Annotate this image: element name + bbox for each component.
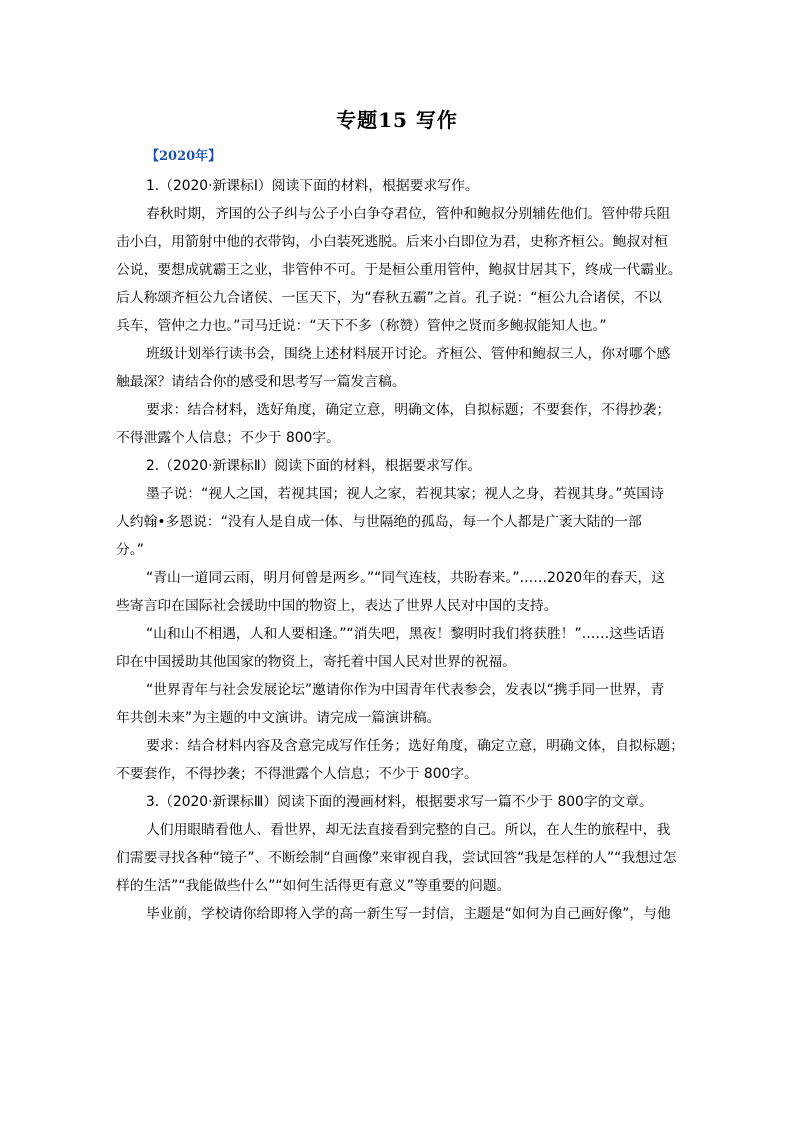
text-line: 分。” xyxy=(116,542,144,558)
text-line: 年共创未来”为主题的中文演讲。请完成一篇演讲稿。 xyxy=(116,710,441,726)
paragraph xyxy=(116,340,684,396)
paragraph xyxy=(116,396,684,452)
page-title: 专题15 写作 xyxy=(336,108,458,132)
year-section-tag: 【2020年】 xyxy=(146,149,222,164)
text-line: “青山一道同云雨，明月何曾是两乡。”“同气连枝，共盼春来。”……2020年的春天，这 xyxy=(146,570,665,586)
paragraph xyxy=(116,788,684,816)
text-line: 击小白，用箭射中他的衣带钩，小白装死逃脱。后来小白即位为君，史称齐桓公。鲍叔对桓 xyxy=(116,234,668,250)
text-line: 人约翰•多恩说：“没有人是自成一体、与世隔绝的孤岛，每一个人都是广袤大陆的一部 xyxy=(116,514,642,530)
text-line: 不要套作，不得抄袭；不得泄露个人信息；不少于 800字。 xyxy=(116,766,478,782)
text-line: 春秋时期，齐国的公子纠与公子小白争夺君位，管仲和鲍叔分别辅佐他们。管仲带兵阻 xyxy=(146,206,671,222)
paragraph xyxy=(116,452,684,480)
document-body xyxy=(116,172,684,928)
text-line: 不得泄露个人信息；不少于 800字。 xyxy=(116,430,340,446)
text-line: 们需要寻找各种“镜子”、不断绘制“自画像”来审视自我，尝试回答“我是怎样的人”“我想过怎 xyxy=(116,850,677,866)
text-line: 1.（2020·新课标Ⅰ）阅读下面的材料，根据要求写作。 xyxy=(146,178,479,194)
text-line: 兵车，管仲之力也。”司马迁说：“天下不多（称赞）管仲之贤而多鲍叔能知人也。” xyxy=(116,318,607,334)
text-line: “山和山不相遇，人和人要相逢。”“消失吧，黑夜！黎明时我们将获胜！”……这些话语 xyxy=(146,626,665,642)
paragraph xyxy=(116,564,684,620)
text-line: 要求：结合材料，选好角度，确定立意，明确文体，自拟标题；不要套作，不得抄袭； xyxy=(146,402,671,418)
text-line: 触最深？请结合你的感受和思考写一篇发言稿。 xyxy=(116,374,406,390)
text-line: 3.（2020·新课标Ⅲ）阅读下面的漫画材料，根据要求写一篇不少于 800字的文章。 xyxy=(146,794,653,810)
text-line: 样的生活”“我能做些什么”“如何生活得更有意义”等重要的问题。 xyxy=(116,878,511,894)
text-line: 墨子说：“视人之国，若视其国；视人之家，若视其家；视人之身，若视其身。”英国诗 xyxy=(146,486,664,502)
text-line: 2.（2020·新课标Ⅱ）阅读下面的材料，根据要求写作。 xyxy=(146,458,482,474)
text-line: 些寄言印在国际社会援助中国的物资上，表达了世界人民对中国的支持。 xyxy=(116,598,558,614)
text-line: 要求：结合材料内容及含意完成写作任务；选好角度，确定立意，明确文体，自拟标题； xyxy=(146,738,685,754)
paragraph xyxy=(116,200,684,340)
text-line: “世界青年与社会发展论坛”邀请你作为中国青年代表参会，发表以“携手同一世界，青 xyxy=(146,682,665,698)
paragraph xyxy=(116,900,684,928)
paragraph xyxy=(116,732,684,788)
text-line: 班级计划举行读书会，围绕上述材料展开讨论。齐桓公、管仲和鲍叔三人，你对哪个感 xyxy=(146,346,671,362)
text-line: 毕业前，学校请你给即将入学的高一新生写一封信，主题是“如何为自己画好像”，与他 xyxy=(146,906,671,922)
text-line: 公说，要想成就霸王之业，非管仲不可。于是桓公重用管仲，鲍叔甘居其下，终成一代霸业。 xyxy=(116,262,682,278)
paragraph xyxy=(116,676,684,732)
text-line: 印在中国援助其他国家的物资上，寄托着中国人民对世界的祝福。 xyxy=(116,654,517,670)
paragraph xyxy=(116,816,684,900)
text-line: 人们用眼睛看他人、看世界，却无法直接看到完整的自己。所以，在人生的旅程中，我 xyxy=(146,822,671,838)
paragraph xyxy=(116,480,684,564)
text-line: 后人称颂齐桓公九合诸侯、一匡天下，为“春秋五霸”之首。孔子说：“桓公九合诸侯，不以 xyxy=(116,290,662,306)
paragraph xyxy=(116,620,684,676)
paragraph xyxy=(116,172,684,200)
